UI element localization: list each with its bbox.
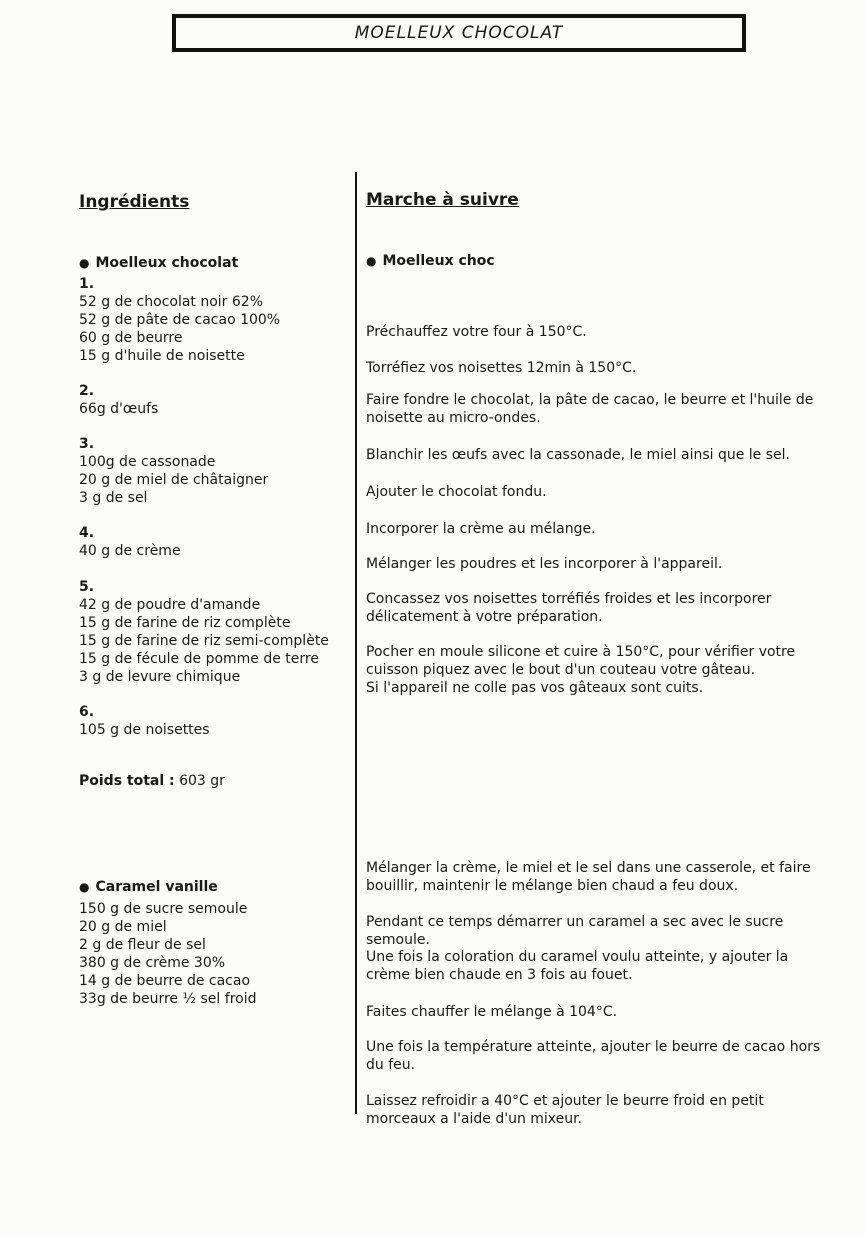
ingredient-item: 150 g de sucre semoule — [79, 901, 248, 917]
ingredient-item: 14 g de beurre de cacao — [79, 973, 251, 989]
ingredient-item: 100g de cassonade — [79, 454, 216, 470]
group-number: 2. — [79, 383, 95, 399]
step-item: Concassez vos noisettes torréfiés froides et les incorporer délicatement à votre préparation. — [366, 591, 772, 625]
step-item: Mélanger les poudres et les incorporer à l'appareil. — [366, 556, 723, 572]
group-number: 6. — [79, 704, 95, 720]
ingredient-item: 40 g de crème — [79, 543, 181, 559]
ingredients-heading: Ingrédients — [79, 192, 190, 212]
ingredient-item: 15 g de farine de riz complète — [79, 615, 291, 631]
step-item: Laissez refroidir a 40°C et ajouter le beurre froid en petit morceaux a l'aide d'un mixeur. — [366, 1093, 764, 1127]
ingredient-group-1 — [79, 275, 347, 365]
group-number: 4. — [79, 525, 95, 541]
ingredients-section-moelleux: ● Moelleux chocolat — [79, 254, 347, 272]
steps-heading: Marche à suivre — [366, 190, 519, 210]
ingredient-item: 15 g de fécule de pomme de terre — [79, 651, 319, 667]
ingredient-item: 33g de beurre ½ sel froid — [79, 991, 257, 1007]
column-divider — [355, 172, 357, 1114]
step-item: Ajouter le chocolat fondu. — [366, 484, 547, 500]
ingredient-group-4 — [79, 524, 347, 560]
step-item: Incorporer la crème au mélange. — [366, 521, 596, 537]
ingredient-group-2 — [79, 382, 347, 418]
ingredient-item: 60 g de beurre — [79, 330, 183, 346]
ingredient-item: 15 g de farine de riz semi-complète — [79, 633, 329, 649]
step-item: Blanchir les œufs avec la cassonade, le miel ainsi que le sel. — [366, 447, 790, 463]
step-item: Mélanger la crème, le miel et le sel dans une casserole, et faire bouillir, maintenir le mélange bien chaud a feu doux. — [366, 860, 811, 894]
group-number: 3. — [79, 436, 95, 452]
step-item: Si l'appareil ne colle pas vos gâteaux sont cuits. — [366, 680, 704, 696]
ingredient-item: 2 g de fleur de sel — [79, 937, 206, 953]
page-title: MOELLEUX CHOCOLAT — [354, 23, 564, 43]
group-number: 5. — [79, 579, 95, 595]
ingredient-item: 3 g de sel — [79, 490, 148, 506]
total-weight-value: 603 gr — [174, 773, 225, 789]
ingredient-group-6 — [79, 703, 347, 739]
step-item: Torréfiez vos noisettes 12min à 150°C. — [366, 360, 637, 376]
title-box — [172, 14, 746, 52]
total-weight — [79, 772, 347, 790]
step-item: Une fois la température atteinte, ajouter le beurre de cacao hors du feu. — [366, 1039, 821, 1073]
group-number: 1. — [79, 276, 95, 292]
ingredient-group-3 — [79, 435, 347, 507]
step-item: Une fois la coloration du caramel voulu atteinte, y ajouter la crème bien chaude en 3 fois au fouet. — [366, 949, 789, 983]
ingredient-item: 3 g de levure chimique — [79, 669, 241, 685]
ingredient-item: 20 g de miel — [79, 919, 167, 935]
caramel-ingredients — [79, 900, 347, 1008]
ingredient-item: 42 g de poudre d'amande — [79, 597, 261, 613]
ingredient-item: 105 g de noisettes — [79, 722, 210, 738]
ingredients-section-caramel: ● Caramel vanille — [79, 878, 347, 896]
total-weight-label: Poids total : — [79, 773, 175, 789]
ingredient-item: 66g d'œufs — [79, 401, 159, 417]
step-item: Faire fondre le chocolat, la pâte de cacao, le beurre et l'huile de noisette au micro-ondes. — [366, 392, 814, 426]
steps-section-moelleux: ● Moelleux choc — [366, 252, 836, 270]
ingredient-group-5 — [79, 578, 347, 686]
step-item: Pocher en moule silicone et cuire à 150°C, pour vérifier votre cuisson piquez avec le bout d'un couteau votre gâteau. — [366, 644, 796, 678]
ingredient-item: 15 g d'huile de noisette — [79, 348, 245, 364]
step-item: Pendant ce temps démarrer un caramel a sec avec le sucre semoule. — [366, 914, 784, 948]
ingredient-item: 52 g de chocolat noir 62% — [79, 294, 264, 310]
step-item: Faites chauffer le mélange à 104°C. — [366, 1004, 618, 1020]
step-item: Préchauffez votre four à 150°C. — [366, 324, 587, 340]
ingredient-item: 20 g de miel de châtaigner — [79, 472, 269, 488]
ingredient-item: 52 g de pâte de cacao 100% — [79, 312, 281, 328]
ingredient-item: 380 g de crème 30% — [79, 955, 226, 971]
